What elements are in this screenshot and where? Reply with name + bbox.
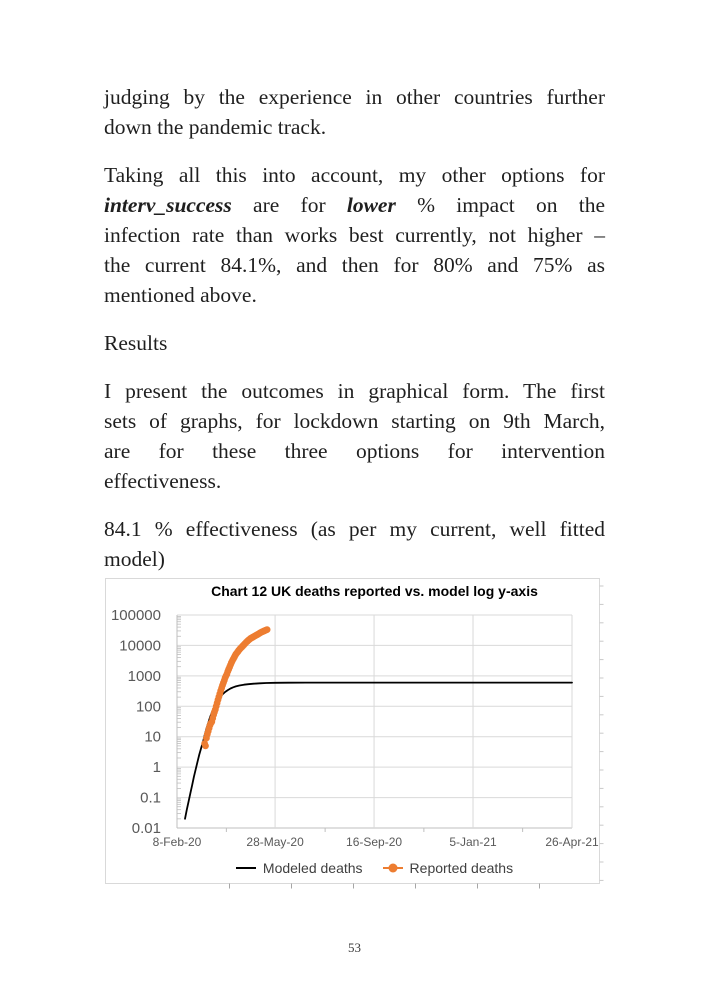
text-segment: mentioned above. bbox=[104, 283, 257, 307]
emphasized-text: interv_success bbox=[104, 193, 232, 217]
y-axis-label: 100 bbox=[135, 698, 161, 716]
text-line bbox=[104, 82, 605, 112]
reported-marker-icon bbox=[383, 862, 403, 874]
y-axis-label: 1 bbox=[152, 759, 161, 777]
text-segment: Taking all this into account, my other options for bbox=[104, 163, 605, 187]
text-segment: infection rate than works best currently, not higher – bbox=[104, 223, 605, 247]
text-line bbox=[104, 514, 605, 544]
para-3 bbox=[104, 376, 605, 496]
emphasized-text: lower bbox=[346, 193, 396, 217]
page-number: 53 bbox=[348, 940, 361, 955]
legend-item-reported bbox=[383, 860, 514, 876]
text-segment: effectiveness. bbox=[104, 469, 222, 493]
text-segment: model) bbox=[104, 547, 165, 571]
y-axis-label: 10 bbox=[144, 728, 161, 746]
reported-deaths-point bbox=[264, 626, 271, 633]
text-segment: judging by the experience in other countries further bbox=[104, 85, 605, 109]
text-line bbox=[104, 406, 605, 436]
text-segment: I present the outcomes in graphical form. The first bbox=[104, 379, 605, 403]
text-line bbox=[104, 328, 605, 358]
x-axis-label: 8-Feb-20 bbox=[152, 835, 202, 849]
chart-plot-area bbox=[105, 578, 610, 890]
y-axis-label: 100000 bbox=[110, 607, 161, 624]
text-line bbox=[104, 280, 605, 310]
legend-label-modeled: Modeled deaths bbox=[262, 860, 363, 876]
text-segment: down the pandemic track. bbox=[104, 115, 327, 139]
chart-legend bbox=[177, 860, 572, 876]
reported-deaths-point bbox=[202, 743, 209, 750]
text-line bbox=[104, 436, 605, 466]
para-results bbox=[104, 328, 605, 358]
legend-item-modeled bbox=[236, 860, 363, 876]
text-segment: 84.1 % effectiveness (as per my current, well fitted bbox=[104, 517, 605, 541]
text-segment: are for these three options for intervention bbox=[104, 439, 605, 463]
text-line bbox=[104, 190, 605, 220]
x-axis-label: 5-Jan-21 bbox=[449, 835, 497, 849]
x-axis-label: 28-May-20 bbox=[246, 835, 304, 849]
legend-label-reported: Reported deaths bbox=[409, 860, 514, 876]
text-line bbox=[104, 544, 605, 574]
chart-12 bbox=[105, 578, 600, 884]
document-body bbox=[104, 82, 605, 592]
text-segment: the current 84.1%, and then for 80% and 75% as bbox=[104, 253, 605, 277]
text-line bbox=[104, 220, 605, 250]
x-axis-label: 16-Sep-20 bbox=[346, 835, 403, 849]
text-line bbox=[104, 376, 605, 406]
modeled-line-icon bbox=[236, 865, 256, 871]
x-axis-label: 26-Apr-21 bbox=[545, 835, 599, 849]
y-axis-label: 0.1 bbox=[140, 789, 161, 807]
y-axis-label: 10000 bbox=[119, 637, 161, 655]
text-segment: are for bbox=[231, 193, 347, 217]
chart-title: Chart 12 UK deaths reported vs. model log y-axis bbox=[211, 583, 538, 599]
y-axis-label: 0.01 bbox=[131, 820, 161, 837]
y-axis-label: 1000 bbox=[127, 667, 161, 685]
para-1 bbox=[104, 82, 605, 142]
text-segment: sets of graphs, for lockdown starting on 9th March, bbox=[104, 409, 605, 433]
text-segment: % impact on the bbox=[395, 193, 605, 217]
para-4 bbox=[104, 514, 605, 574]
text-line bbox=[104, 160, 605, 190]
modeled-deaths-line bbox=[185, 683, 572, 819]
text-segment: Results bbox=[104, 331, 168, 355]
text-line bbox=[104, 250, 605, 280]
text-line bbox=[104, 466, 605, 496]
text-line bbox=[104, 112, 605, 142]
para-2 bbox=[104, 160, 605, 310]
